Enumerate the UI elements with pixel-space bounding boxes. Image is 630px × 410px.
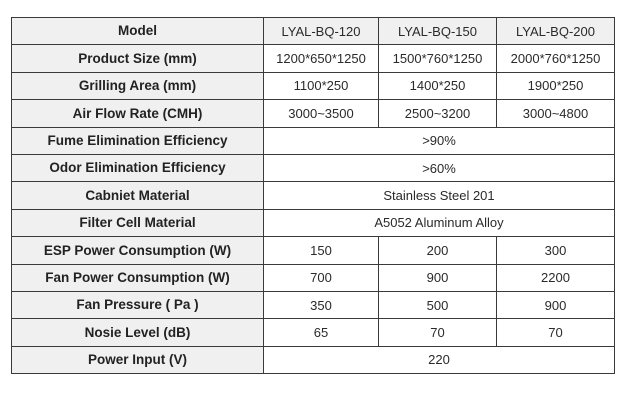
cell-value: 2200 — [497, 264, 615, 291]
cell-value: 900 — [379, 264, 497, 291]
row-label: Product Size (mm) — [12, 45, 264, 72]
table-row-cabinet-material — [12, 182, 615, 209]
header-model-3: LYAL-BQ-200 — [497, 18, 615, 45]
cell-value: 200 — [379, 237, 497, 264]
table-row-fume-elimination — [12, 127, 615, 154]
merged-cell-value: >60% — [264, 154, 615, 181]
table-row-fan-pressure — [12, 291, 615, 318]
table-row-filter-cell-material — [12, 209, 615, 236]
table-row-odor-elimination — [12, 154, 615, 181]
merged-cell-value: >90% — [264, 127, 615, 154]
row-label: ESP Power Consumption (W) — [12, 237, 264, 264]
row-label: Nosie Level (dB) — [12, 319, 264, 346]
row-label: Power Input (V) — [12, 346, 264, 373]
table-header-row — [12, 18, 615, 45]
header-model-label: Model — [12, 18, 264, 45]
cell-value: 3000~4800 — [497, 100, 615, 127]
table-row-air-flow-rate — [12, 100, 615, 127]
cell-value: 150 — [264, 237, 379, 264]
merged-cell-value: Stainless Steel 201 — [264, 182, 615, 209]
table-row-fan-power — [12, 264, 615, 291]
cell-value: 350 — [264, 291, 379, 318]
table-row-grilling-area — [12, 72, 615, 99]
cell-value: 2000*760*1250 — [497, 45, 615, 72]
header-model-2: LYAL-BQ-150 — [379, 18, 497, 45]
cell-value: 500 — [379, 291, 497, 318]
row-label: Fume Elimination Efficiency — [12, 127, 264, 154]
row-label: Fan Power Consumption (W) — [12, 264, 264, 291]
table-row-esp-power — [12, 237, 615, 264]
cell-value: 300 — [497, 237, 615, 264]
row-label: Grilling Area (mm) — [12, 72, 264, 99]
merged-cell-value: A5052 Aluminum Alloy — [264, 209, 615, 236]
cell-value: 3000~3500 — [264, 100, 379, 127]
row-label: Odor Elimination Efficiency — [12, 154, 264, 181]
merged-cell-value: 220 — [264, 346, 615, 373]
table-row-noise-level — [12, 319, 615, 346]
row-label: Air Flow Rate (CMH) — [12, 100, 264, 127]
cell-value: 1100*250 — [264, 72, 379, 99]
table-row-power-input — [12, 346, 615, 373]
table-row-product-size — [12, 45, 615, 72]
cell-value: 700 — [264, 264, 379, 291]
cell-value: 65 — [264, 319, 379, 346]
spec-table — [11, 17, 615, 374]
cell-value: 1200*650*1250 — [264, 45, 379, 72]
cell-value: 70 — [379, 319, 497, 346]
row-label: Cabniet Material — [12, 182, 264, 209]
cell-value: 70 — [497, 319, 615, 346]
cell-value: 1400*250 — [379, 72, 497, 99]
cell-value: 900 — [497, 291, 615, 318]
header-model-1: LYAL-BQ-120 — [264, 18, 379, 45]
cell-value: 1500*760*1250 — [379, 45, 497, 72]
row-label: Fan Pressure ( Pa ) — [12, 291, 264, 318]
cell-value: 2500~3200 — [379, 100, 497, 127]
cell-value: 1900*250 — [497, 72, 615, 99]
row-label: Filter Cell Material — [12, 209, 264, 236]
